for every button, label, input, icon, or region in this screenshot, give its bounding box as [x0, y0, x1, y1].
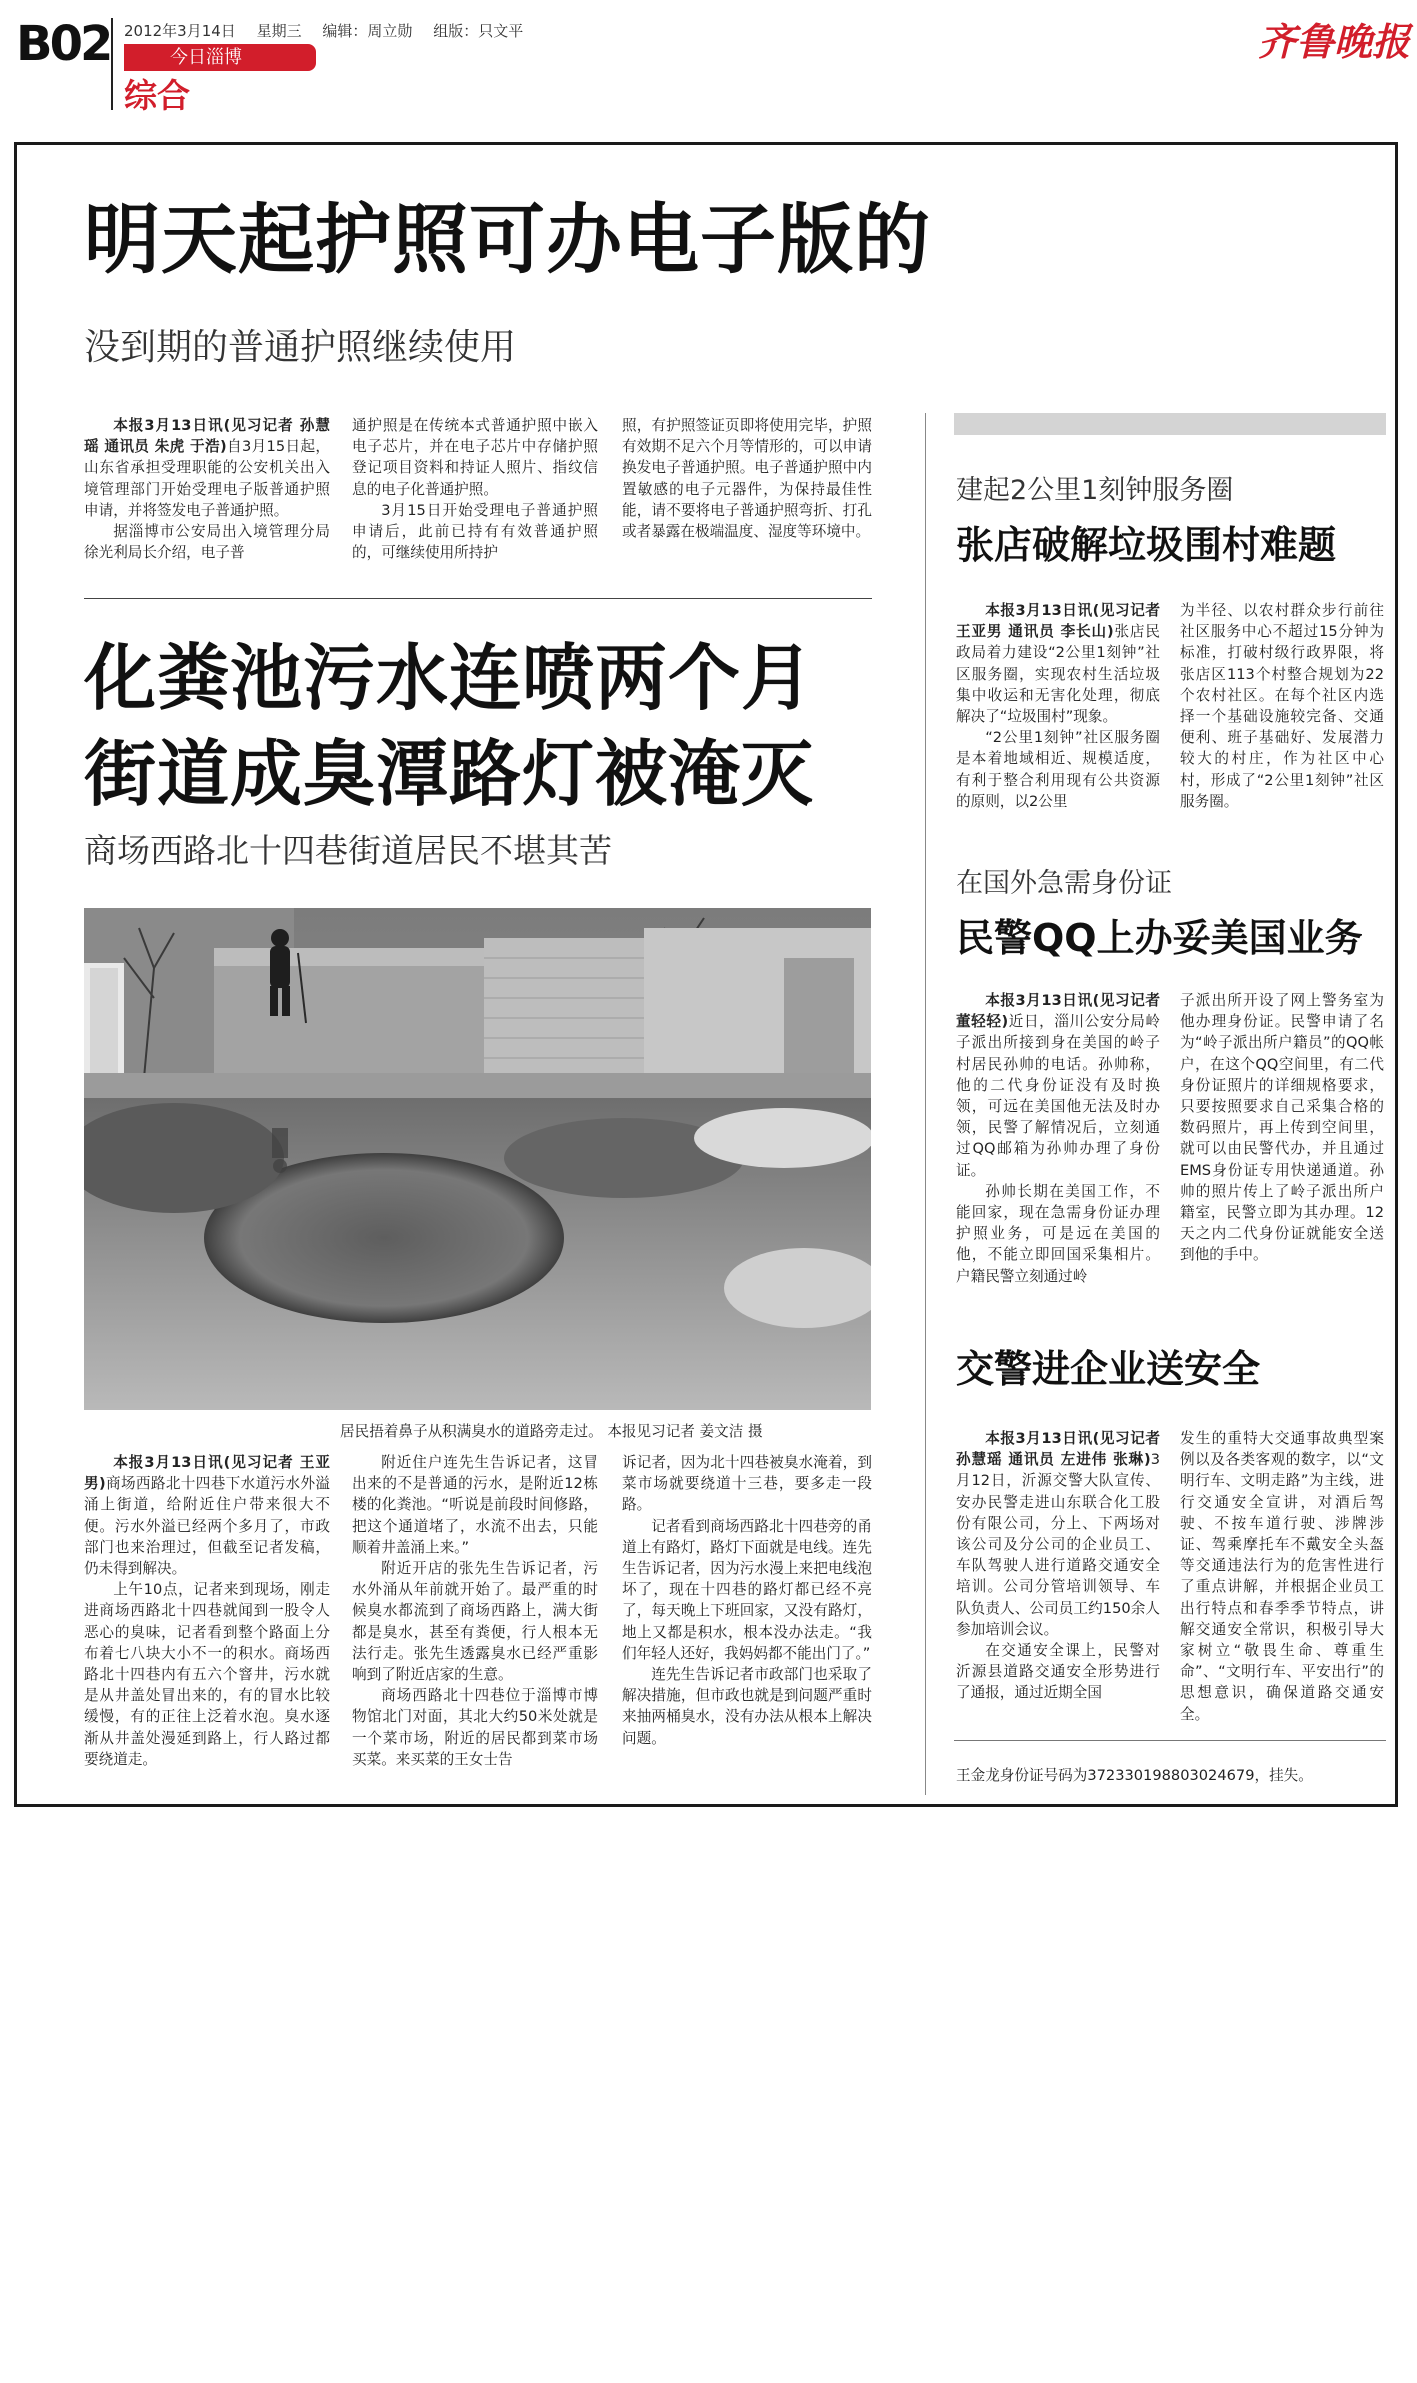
article1-col1-p1: 自3月15日起，山东省承担受理职能的公安机关出入境管理部门开始受理电子版普通护照申请，并将签发电子普通护照。 — [84, 438, 330, 519]
article1-title: 明天起护照可办电子版的 — [84, 195, 931, 284]
article2-col2-p2: 附近开店的张先生告诉记者，污水外涌从年前就开始了。最严重的时候臭水都流到了商场西路上，满大街都是臭水，甚至有粪便，行人根本无法行走。张先生透露臭水已经严重影响到了附近店家的生意。 — [352, 1560, 598, 1684]
issue-weekday: 星期三 — [256, 22, 302, 40]
article2-col3-p2: 记者看到商场西路北十四巷旁的甬道上有路灯，路灯下面就是电线。连先生告诉记者，因为污水漫上来把电线泡坏了，现在十四巷的路灯都已经不亮了，每天晚上下班回家，又没有路灯，地上又都是积水，根本没办法走。“我们年轻人还好，我妈妈都不能出门了。” — [622, 1517, 872, 1662]
article4-title: 民警QQ上办妥美国业务 — [956, 916, 1363, 960]
sidebar-top-bar — [954, 413, 1386, 435]
article5-column-2 — [1180, 1428, 1384, 1724]
article4-column-1 — [956, 990, 1160, 1306]
article2-subtitle: 商场西路北十四巷街道居民不堪其苦 — [84, 831, 612, 870]
article2-col1-p1: 商场西路北十四巷下水道污水外溢涌上街道，给附近住户带来很大不便。污水外溢已经两个多月了，市政部门也来治理过，但截至记者发稿，仍未得到解决。 — [84, 1475, 330, 1578]
notice-divider — [954, 1740, 1386, 1741]
newspaper-logo: 齐鲁晚报 — [1258, 19, 1411, 64]
article2-column-3 — [622, 1452, 872, 1792]
article1-col2-p1: 通护照是在传统本式普通护照中嵌入电子芯片，并在电子芯片中存储护照登记项目资料和持证人照片、指纹信息的电子化普通护照。 — [352, 417, 598, 498]
article1-column-1 — [84, 415, 330, 585]
layout-credit: 组版：只文平 — [433, 22, 524, 40]
article4-kicker: 在国外急需身份证 — [956, 868, 1172, 899]
article3-column-1 — [956, 600, 1160, 832]
header-meta — [124, 20, 539, 41]
article4-column-2 — [1180, 990, 1384, 1306]
article3-col2-p1: 为半径、以农村群众步行前往社区服务中心不超过15分钟为标准，打破村级行政界限，将张店区113个村整合规划为22个农村社区。在每个社区内选择一个基础设施较完备、交通便利、班子基础好、发展潜力较大的村庄，作为社区中心村，形成了“2公里1刻钟”社区服务圈。 — [1180, 602, 1384, 810]
article4-col1-p2: 孙帅长期在美国工作，不能回家，现在急需身份证办理护照业务，可是远在美国的他，不能立即回国采集相片。户籍民警立刻通过岭 — [956, 1182, 1160, 1285]
page-number: B02 — [16, 16, 111, 72]
article1-col2-p2: 3月15日开始受理电子普通护照申请后，此前已持有有效普通护照的，可继续使用所持护 — [352, 501, 598, 562]
article5-col2-p1: 发生的重特大交通事故典型案例以及各类客观的数字，以“文明行车、文明走路”为主线，进行交通安全宣讲，对酒后驾驶、不按车道行驶、涉牌涉证、驾乘摩托车不戴安全头盔等交通违法行为的危害性进行了重点讲解，并根据企业员工出行特点和春季季节特点，讲解交通安全常识，积极引导大家树立“敬畏生命、尊重生命”、“文明行车、平安出行”的思想意识，确保道路交通安全。 — [1180, 1430, 1384, 1723]
article2-lead: 本报3月13日讯(见习记者 王亚男) — [84, 1454, 330, 1493]
issue-date: 2012年3月14日 — [124, 22, 236, 40]
article4-col1-p1: 近日，淄川公安分局岭子派出所接到身在美国的岭子村居民孙帅的电话。孙帅称，他的二代身份证没有及时换领，可远在美国他无法及时办领，民警了解情况后，立刻通过QQ邮箱为孙帅办理了身份证。 — [956, 1013, 1160, 1179]
editor-credit: 编辑：周立勋 — [322, 22, 413, 40]
header-divider — [111, 18, 113, 110]
article2-title-line2: 街道成臭潭路灯被淹灭 — [84, 732, 815, 816]
section-tab: 今日淄博 — [124, 44, 316, 71]
sidebar-divider — [925, 413, 926, 1795]
article3-kicker: 建起2公里1刻钟服务圈 — [956, 475, 1234, 506]
article1-col3-p1: 照，有护照签证页即将使用完毕，护照有效期不足六个月等情形的，可以申请换发电子普通护照。电子普通护照中内置敏感的电子元器件，为保持最佳性能，请不要将电子普通护照弯折、打孔或者暴露在极端温度、湿度等环境中。 — [622, 417, 872, 541]
article1-lead: 本报3月13日讯(见习记者 孙慧瑶 通讯员 朱虎 于浩) — [84, 417, 330, 456]
article5-lead: 本报3月13日讯(见习记者 孙慧瑶 通讯员 左进伟 张琳) — [956, 1430, 1160, 1469]
article5-column-1 — [956, 1428, 1160, 1724]
article4-lead: 本报3月13日讯(见习记者 董轻轻) — [956, 992, 1160, 1031]
article1-column-3 — [622, 415, 872, 585]
article1-col1-p2: 据淄博市公安局出入境管理分局徐光利局长介绍，电子普 — [84, 523, 330, 562]
article5-col1-p1: 3月12日，沂源交警大队宣传、安办民警走进山东联合化工股份有限公司，分上、下两场对该公司及分公司的企业员工、车队驾驶人进行道路交通安全培训。公司分管培训领导、车队负责人、公司员工约150余人参加培训会议。 — [956, 1451, 1160, 1638]
article1-subtitle: 没到期的普通护照继续使用 — [84, 327, 517, 368]
article3-title: 张店破解垃圾围村难题 — [956, 523, 1337, 567]
article3-col1-p2: “2公里1刻钟”社区服务圈是本着地域相近、规模适度，有利于整合利用现有公共资源的原则，以2公里 — [956, 729, 1160, 810]
street-puddle-photo — [84, 908, 871, 1410]
photo-caption: 居民捂着鼻子从积满臭水的道路旁走过。 本报见习记者 姜文洁 摄 — [340, 1423, 763, 1440]
article3-column-2 — [1180, 600, 1384, 832]
article5-col1-p2: 在交通安全课上，民警对沂源县道路交通安全形势进行了通报，通过近期全国 — [956, 1642, 1160, 1702]
article2-col2-p1: 附近住户连先生告诉记者，这冒出来的不是普通的污水，是附近12栋楼的化粪池。“听说是前段时间修路，把这个通道堵了，水流不出去，只能顺着井盖涌上来。” — [352, 1454, 598, 1556]
article2-col2-p3: 商场西路北十四巷位于淄博市博物馆北门对面，其北大约50米处就是一个菜市场，附近的居民都到菜市场买菜。来买菜的王女士告 — [352, 1687, 598, 1768]
article4-col2-p1: 子派出所开设了网上警务室为他办理身份证。民警申请了名为“岭子派出所户籍员”的QQ帐户，在这个QQ空间里，有二代身份证照片的详细规格要求，只要按照要求自己采集合格的数码照片，再上传到空间里，就可以由民警代办，并且通过EMS身份证专用快递通道。孙帅的照片传上了岭子派出所户籍室，民警立即为其办理。12天之内二代身份证就能安全送到他的手中。 — [1180, 992, 1384, 1264]
article5-title: 交警进企业送安全 — [956, 1347, 1261, 1391]
article3-lead: 本报3月13日讯(见习记者 王亚男 通讯员 李长山) — [956, 602, 1160, 641]
article1-column-2 — [352, 415, 598, 585]
lost-id-notice: 王金龙身份证号码为372330198803024679，挂失。 — [956, 1767, 1313, 1784]
article1-divider — [84, 598, 872, 599]
article2-col3-p1: 诉记者，因为北十四巷被臭水淹着，到菜市场就要绕道十三巷，要多走一段路。 — [622, 1454, 872, 1514]
article2-column-1 — [84, 1452, 330, 1792]
article2-column-2 — [352, 1452, 598, 1792]
article2-title-line1: 化粪池污水连喷两个月 — [84, 636, 815, 720]
article2-col3-p3: 连先生告诉记者市政部门也采取了解决措施，但市政也就是到问题严重时来抽两桶臭水，没有办法从根本上解决问题。 — [622, 1666, 872, 1747]
article3-col1-p1: 张店民政局着力建设“2公里1刻钟”社区服务圈，实现农村生活垃圾集中收运和无害化处理，彻底解决了“垃圾围村”现象。 — [956, 623, 1160, 726]
article2-col1-p2: 上午10点，记者来到现场，刚走进商场西路北十四巷就闻到一股令人恶心的臭味，记者看到整个路面上分布着七八块大小不一的积水。商场西路北十四巷内有五六个窨井，污水就是从井盖处冒出来的，有的冒水比较缓慢，有的正往上泛着水泡。臭水逐渐从井盖处漫延到路上，行人路过都要绕道走。 — [84, 1581, 330, 1768]
section-name: 综合 — [124, 76, 190, 115]
